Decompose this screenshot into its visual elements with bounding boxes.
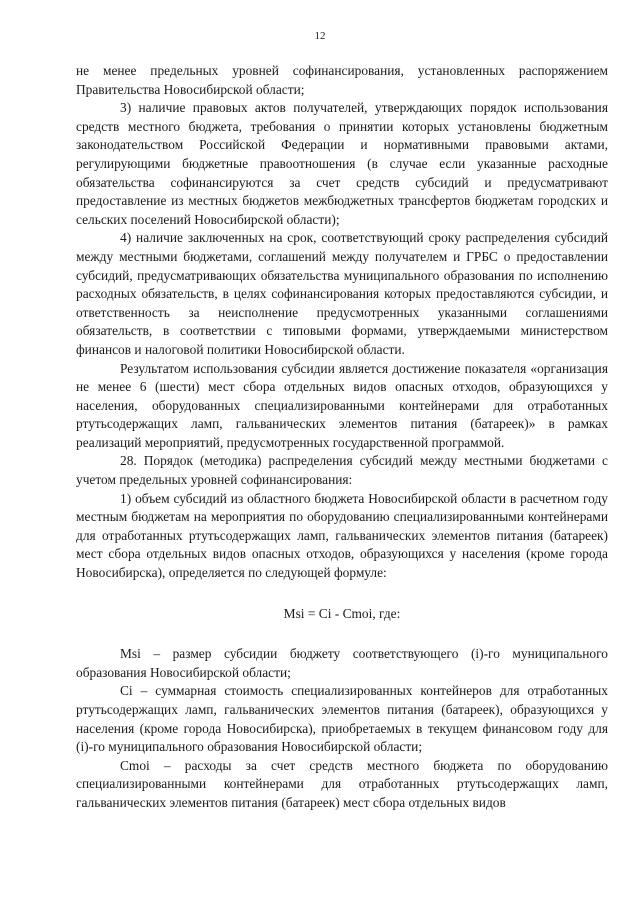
document-body [76, 62, 608, 813]
paragraph-result: Результатом использования субсидии является достижение показателя «организация не менее 6 (шести) мест сбора отдельных видов опасных отходов, образующихся у населения, оборудованных специализированными контейнерами для отработанных ртутьсодержащих ламп, гальванических элементов питания (батареек)» в рамках реализаций мероприятий, предусмотренных государственной программой. [76, 360, 608, 450]
formula: Msi = Ci - Cmoi, где: [283, 605, 401, 621]
page-number: 12 [314, 30, 326, 42]
definition-cmoi: Cmoi – расходы за счет средств местного бюджета по оборудованию специализированными контейнерами для отработанных ртутьсодержащих ламп, гальванических элементов питания (батареек) мест сбора отдельных видов [76, 757, 608, 810]
paragraph-item-1: 1) объем субсидий из областного бюджета Новосибирской области в расчетном году местным бюджетам на мероприятия по оборудованию специализированными контейнерами для отработанных ртутьсодержащих ламп, гальванических элементов питания (батареек) мест сбора отдельных видов опасных отходов, образующихся у населения (кроме города Новосибирска), определяется по следующей формуле: [76, 490, 608, 581]
paragraph-section-28: 28. Порядок (методика) распределения субсидий между местными бюджетами с учетом предельных уровней софинансирования: [76, 453, 608, 488]
definition-ci: Ci – суммарная стоимость специализированных контейнеров для отработанных ртутьсодержащих ламп, гальванических элементов питания (батареек), образующихся у населения (кроме города Новосибирска), приобретаемых в текущем финансовом году для (i)-го муниципального образования Новосибирской области; [76, 683, 608, 755]
paragraph-item-4: 4) наличие заключенных на срок, соответствующий сроку распределения субсидий между местными бюджетами, соглашений между получателем и ГРБС о предоставлении субсидий, предусматривающих обязательства муниципального образования по исполнению расходных обязательств, в целях софинансирования которых предоставляются субсидии, и ответственность за неисполнение предусмотренных указанными соглашениями обязательств, в соответствии с типовыми формами, утверждаемыми министерством финансов и налоговой политики Новосибирской области. [76, 230, 608, 357]
definition-msi: Msi – размер субсидии бюджету соответствующего (i)-го муниципального образования Новосибирской области; [76, 646, 608, 680]
paragraph-item-3: 3) наличие правовых актов получателей, утверждающих порядок использования средств местного бюджета, требования о принятии которых установлены бюджетным законодательством Российской Федерации и нормативными правовыми актами, регулирующими бюджетные правоотношения (в случае если указанные расходные обязательства софинансируются за счет средств субсидий и предусматривают предоставление из местных бюджетов межбюджетных трансфертов бюджетам городских и сельских поселений Новосибирской области); [76, 100, 608, 227]
paragraph-continuation: не менее предельных уровней софинансирования, установленных распоряжением Правительства Новосибирской области; [76, 63, 608, 97]
